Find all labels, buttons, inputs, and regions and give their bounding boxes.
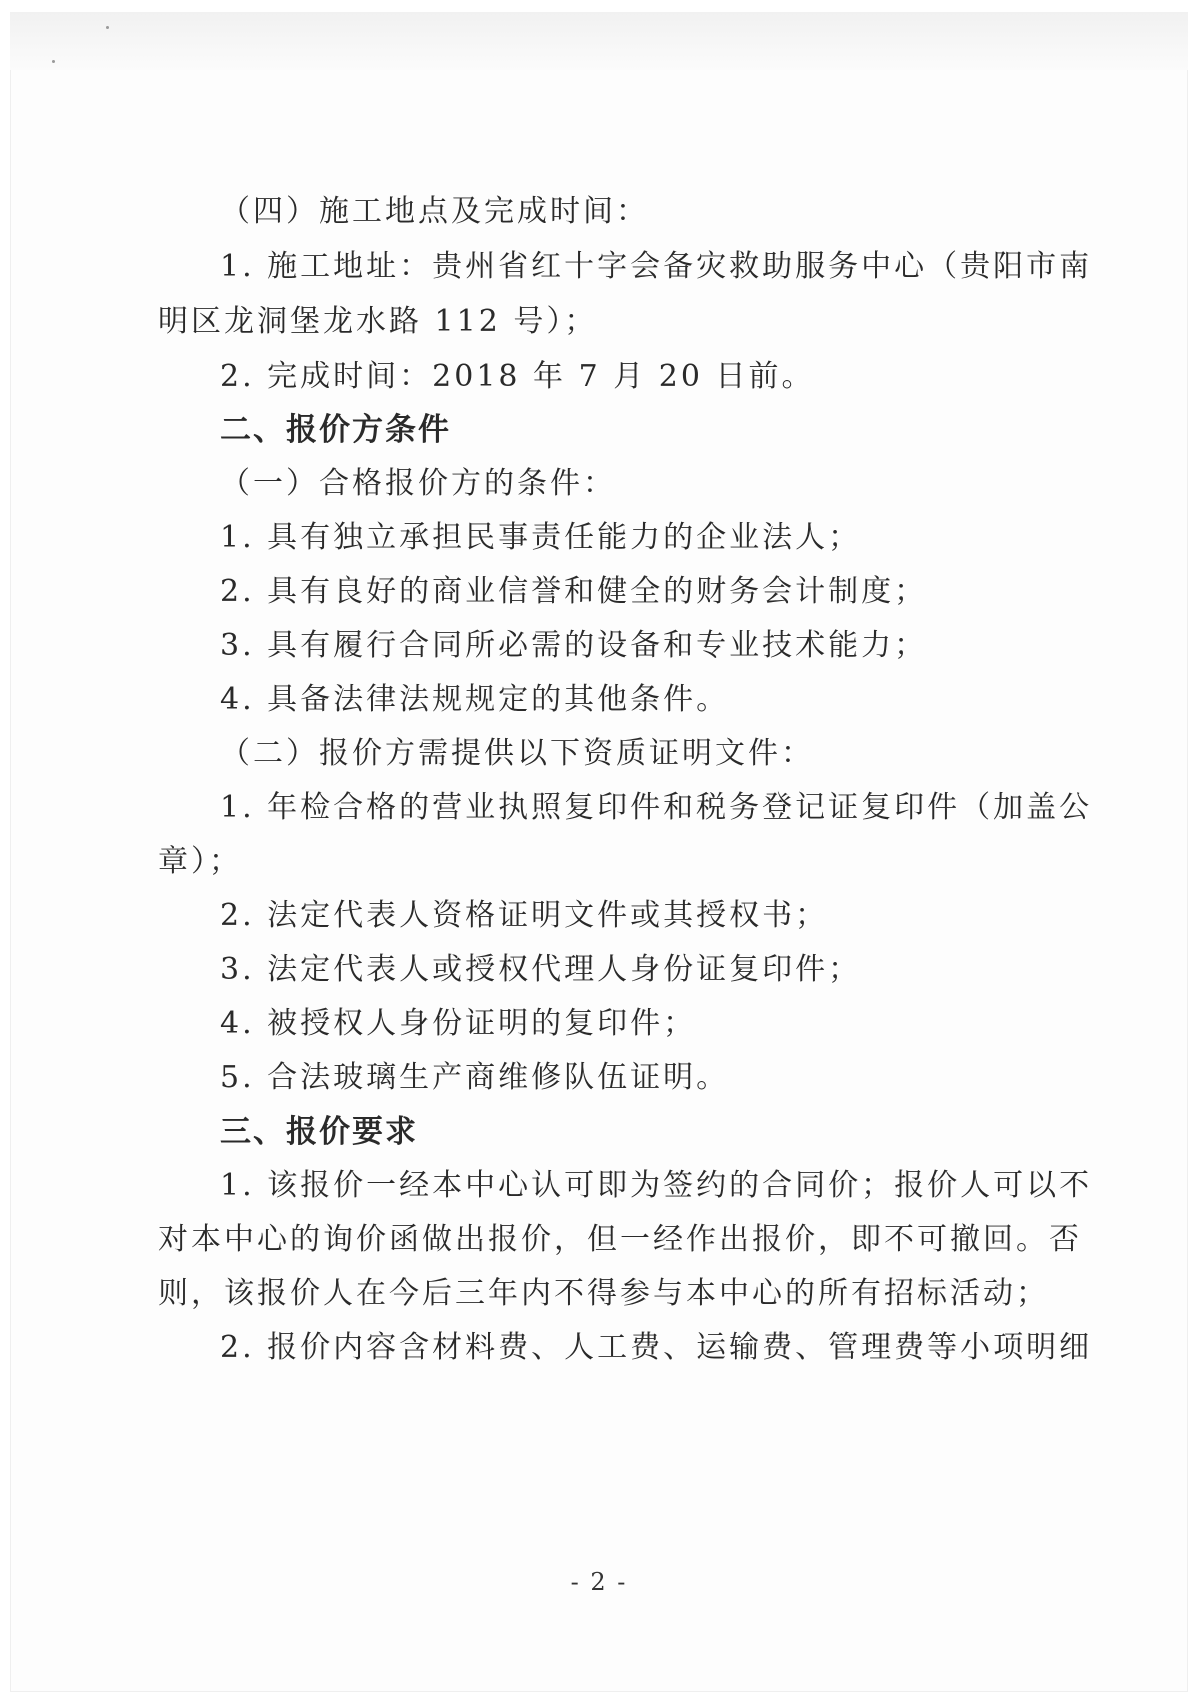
quote-req-1-line-2: 对本中心的询价函做出报价，但一经作出报价，即不可撤回。否 [158,1222,1082,1257]
document-req-2: 2. 法定代表人资格证明文件或其授权书； [220,898,829,933]
quote-req-1-line-1: 1. 该报价一经本中心认可即为签约的合同价；报价人可以不 [220,1168,1093,1203]
document-req-3: 3. 法定代表人或授权代理人身份证复印件； [220,952,862,987]
document-req-1-line-1: 1. 年检合格的营业执照复印件和税务登记证复印件（加盖公 [220,790,1093,825]
completion-time: 2. 完成时间：2018 年 7 月 20 日前。 [220,359,815,394]
condition-2: 2. 具有良好的商业信誉和健全的财务会计制度； [220,574,928,609]
document-req-1-line-2: 章）； [158,844,242,879]
condition-3: 3. 具有履行合同所必需的设备和专业技术能力； [220,628,928,663]
scan-shadow-band [10,12,1188,70]
document-req-4: 4. 被授权人身份证明的复印件； [220,1006,697,1041]
address-line-2: 明区龙洞堡龙水路 112 号）； [158,304,598,339]
address-line-1: 1. 施工地址：贵州省红十字会备灾救助服务中心（贵阳市南 [220,249,1093,284]
section-4-title: （四）施工地点及完成时间： [220,194,649,229]
subsection-2-title: （二）报价方需提供以下资质证明文件： [220,736,814,771]
heading-bidder-conditions: 二、报价方条件 [220,412,451,448]
quote-req-1-line-3: 则，该报价人在今后三年内不得参与本中心的所有招标活动； [158,1276,1049,1311]
subsection-1-title: （一）合格报价方的条件： [220,466,616,501]
scan-speck [106,26,109,29]
scan-speck [52,60,55,63]
heading-quote-requirements: 三、报价要求 [220,1114,418,1150]
condition-1: 1. 具有独立承担民事责任能力的企业法人； [220,520,862,555]
page-number: - 2 - [570,1568,628,1596]
quote-req-2-line-1: 2. 报价内容含材料费、人工费、运输费、管理费等小项明细 [220,1330,1093,1365]
document-page [10,12,1188,1692]
condition-4: 4. 具备法律法规规定的其他条件。 [220,682,730,717]
document-req-5: 5. 合法玻璃生产商维修队伍证明。 [220,1060,730,1095]
